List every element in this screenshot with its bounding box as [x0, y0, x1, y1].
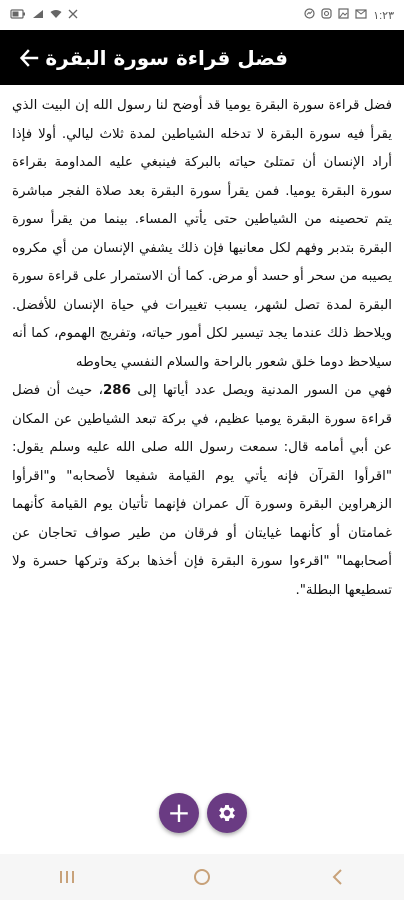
instagram-icon [321, 8, 332, 22]
add-button[interactable] [159, 793, 199, 833]
article-paragraph-2 [12, 377, 392, 605]
gallery-icon [338, 8, 349, 22]
app-bar [0, 30, 404, 85]
recents-icon [58, 869, 76, 885]
plus-icon: + [167, 796, 191, 829]
nav-home-button[interactable] [182, 862, 222, 892]
paragraph-2-end: ، حيث أن فضل قراءة سورة البقرة يوميا عظيم، في بركة تبعد الشياطين عن المكان عن أبي أمامه قال: سمعت رسول الله صلى الله عليه وسلم يقول: "اقرأوا القرآن فإنه يأتي يوم القيامة شفيعا لأصحابه" و"اقرأوا الزهراوين البقرة وسورة آل عمران فإنهما تأتيان يوم القيامة كأنهما غمامتان أو كأنهما غيايتان أو فرقان من طير صواف تحاجان عن أصحابهما" "اقرءوا سورة البقرة فإن أخذها بركة وتركها حسرة ولا تسطيعها البطلة". [12, 383, 392, 598]
nav-recents-button[interactable] [47, 862, 87, 892]
back-button[interactable] [14, 43, 44, 73]
wifi-icon [50, 9, 62, 22]
mute-icon [68, 9, 78, 22]
status-left-icons [10, 9, 78, 22]
messenger-icon [304, 8, 315, 22]
status-time: ١:٢٣ [373, 9, 394, 22]
paragraph-2-start: فهي من السور المدنية ويصل عدد أياتها إلى [130, 383, 392, 398]
article-body [12, 92, 392, 605]
settings-button[interactable] [207, 793, 247, 833]
status-bar [0, 0, 404, 30]
nav-back-button[interactable] [317, 862, 357, 892]
battery-icon [10, 9, 26, 22]
system-nav-bar [0, 854, 404, 900]
page-title: فضل قراءة سورة البقرة [45, 45, 288, 70]
signal-icon [32, 9, 44, 22]
status-right-icons [304, 8, 394, 22]
arrow-left-icon [19, 48, 39, 68]
gear-icon [216, 802, 238, 824]
nav-back-icon [330, 868, 344, 886]
email-icon [355, 9, 367, 22]
home-icon [192, 867, 212, 887]
article-paragraph-1: فضل قراءة سورة البقرة يوميا قد أوضح لنا رسول الله إن البيت الذي يقرأ فيه سورة البقرة لا تدخله الشياطين لمدة ثلاث ليالي. أولا فإذا أراد الإنسان أن تمتلئ حياته بالبركة فينبغي عليه المداومة بقراءة سورة البقرة يوميا. فمن يقرأ سورة البقرة بعد صلاة الفجر مباشرة يتم تحصينه من الشياطين حتى يأتي المساء. بينما من يقرأ سورة البقرة بتدبر وفهم لكل معانيها فإن ذلك يشفي الإنسان من أي مكروه يصيبه من سحر أو حسد أو مرض. كما أن الاستمرار على قراءة سورة البقرة لمدة تصل لشهر، يسبب تغييرات في حياة الإنسان للأفضل. ويلاحظ ذلك عندما يجد تيسير لكل أمور حياته، وتفريج الهموم، كما أنه سيلاحظ دوما خلق شعور بالراحة والسلام النفسي يحاوطه [12, 98, 392, 370]
ayah-count: 286 [102, 383, 131, 398]
